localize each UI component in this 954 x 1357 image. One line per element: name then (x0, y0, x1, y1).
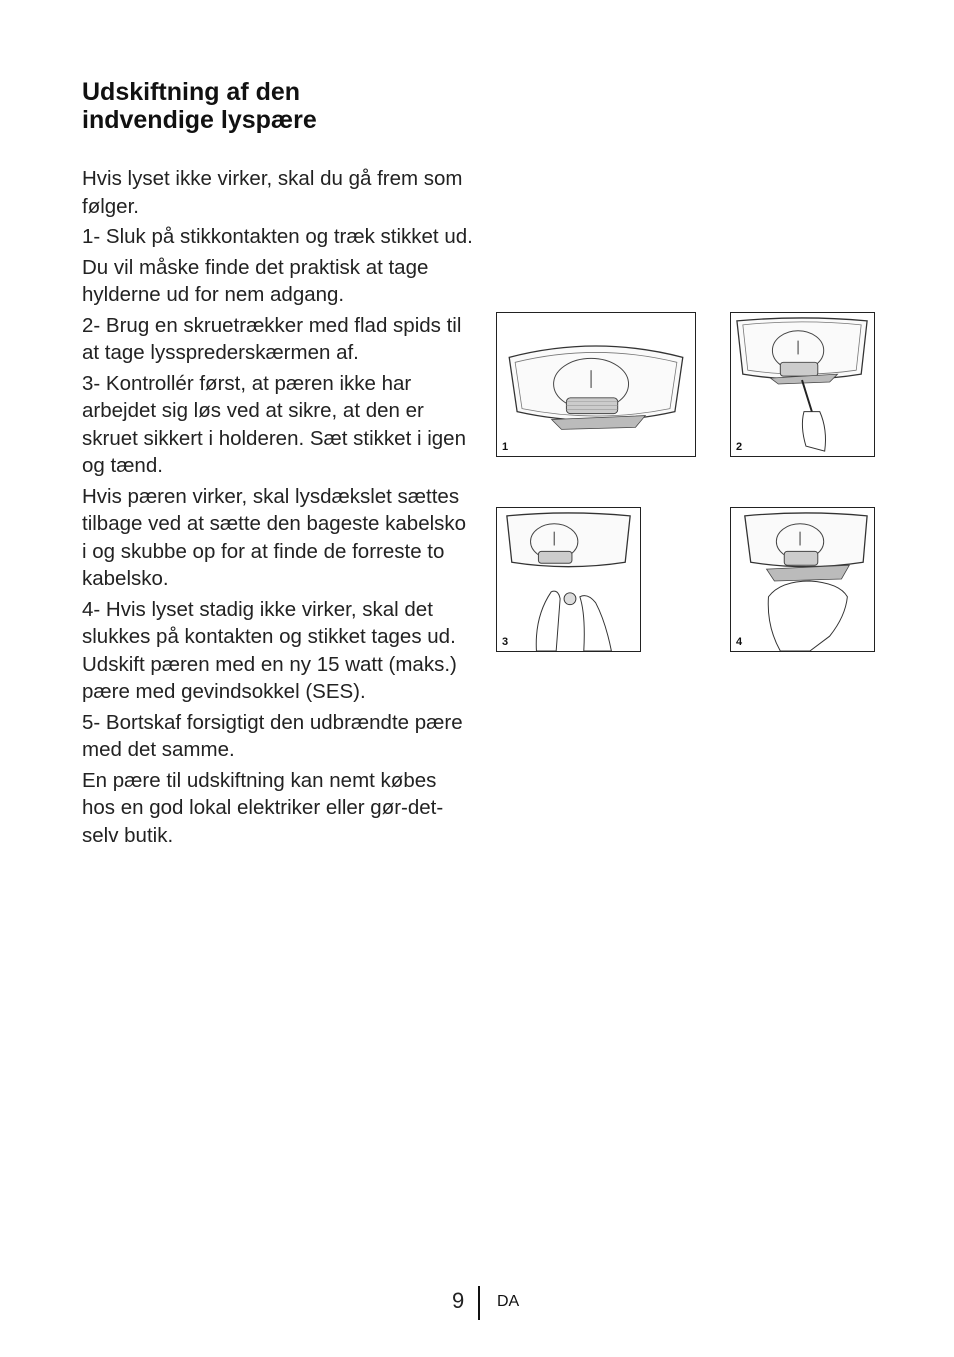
figure-number: 2 (736, 441, 743, 453)
page-number: 9 (452, 1288, 465, 1313)
language-code: DA (497, 1293, 520, 1310)
paragraph-intro: Hvis lyset ikke virker, skal du gå frem som følger. (82, 167, 463, 218)
paragraph-refit-cover: Hvis pæren virker, skal lysdækslet sættes tilbage ved at sætte den bageste kabelsko i og skubbe op for at finde de forreste to kabelsko. (82, 484, 467, 590)
figure-2 (730, 312, 875, 457)
figure-1 (496, 312, 696, 457)
figure-number: 3 (502, 636, 509, 648)
paragraph-step-2: 2- Brug en skruetrækker med flad spids til at tage lyssprederskærmen af. (82, 313, 462, 364)
paragraph-purchase-note: En pære til udskiftning kan nemt købes hos en god lokal elektriker eller gør-det-selv butik. (82, 768, 444, 847)
paragraph-step-4: 4- Hvis lyset stadig ikke virker, skal det slukkes på kontakten og stikket tages ud. Udskift pæren med en ny 15 watt (maks.) pære med gevindsokkel (SES). (82, 597, 457, 703)
figure-number: 4 (736, 636, 743, 648)
hand-checking-bulb-illustration (497, 508, 640, 651)
footer-divider (478, 1286, 480, 1320)
figure-4 (730, 507, 875, 652)
paragraph-step-1: 1- Sluk på stikkontakten og træk stikket ud. (82, 225, 473, 248)
lamp-housing-illustration (497, 313, 695, 456)
hand-refitting-cover-illustration (731, 508, 874, 651)
title-line-2: indvendige lyspære (82, 106, 317, 134)
figure-3 (496, 507, 641, 652)
page-title (82, 78, 482, 134)
title-line-1: Udskiftning af den (82, 78, 301, 106)
figure-number: 1 (502, 441, 509, 453)
paragraph-step-3: 3- Kontrollér først, at pæren ikke har arbejdet sig løs ved at sikre, at den er skruet sikkert i holderen. Sæt stikket i igen og tænd. (82, 371, 466, 477)
paragraph-step-5: 5- Bortskaf forsigtigt den udbrændte pære med det samme. (82, 710, 463, 761)
paragraph-shelves-note: Du vil måske finde det praktisk at tage hylderne ud for nem adgang. (82, 255, 429, 306)
screwdriver-removing-cover-illustration (731, 313, 874, 456)
instructions-text (82, 165, 474, 852)
